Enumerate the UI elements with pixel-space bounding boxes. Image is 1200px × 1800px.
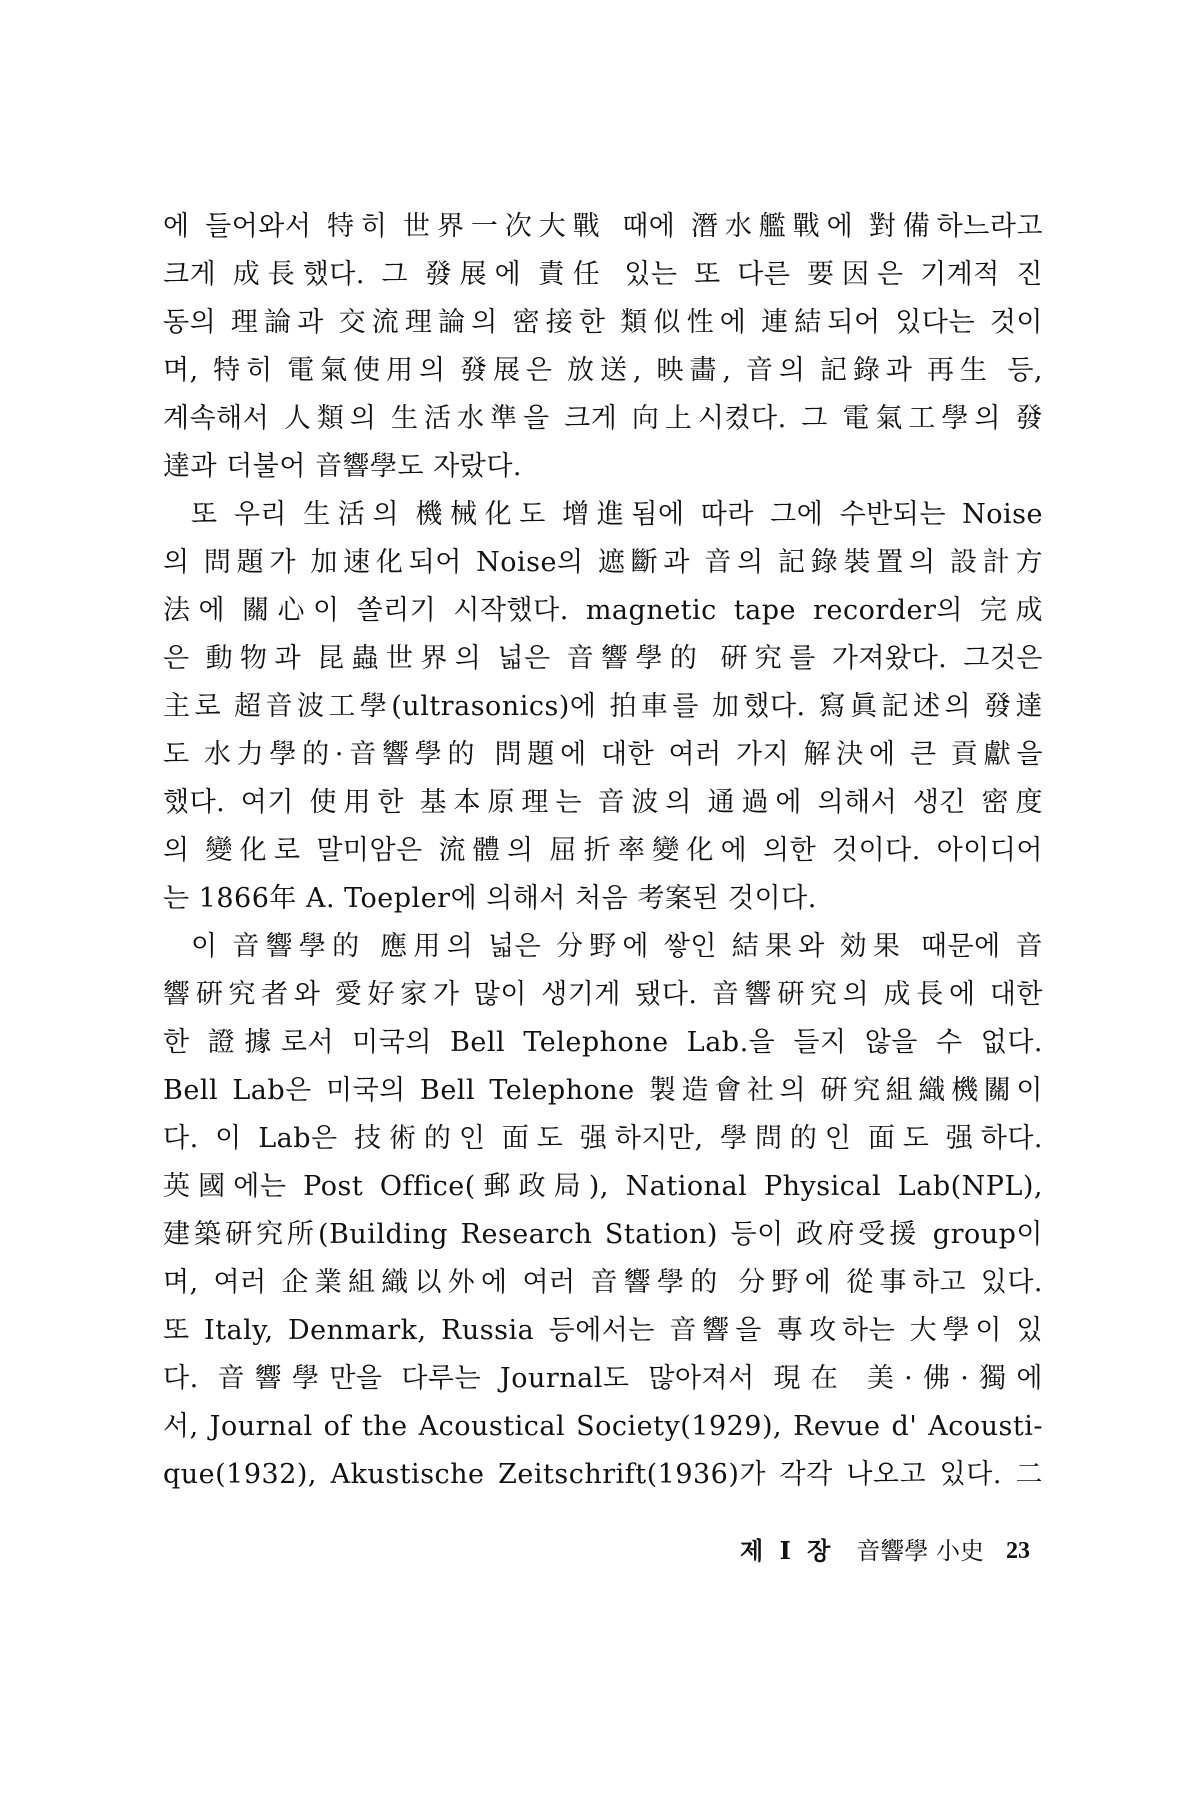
text-line: 의 變化로 말미암은 流體의 屈折率變化에 의한 것이다. 아이디어 xyxy=(163,835,1043,866)
text-line: 建築硏究所(Building Research Station) 등이 政府受援 group이 xyxy=(163,1219,1043,1250)
text-line: 다. 이 Lab은 技術的인 面도 强하지만, 學問的인 面도 强하다. xyxy=(163,1123,1043,1154)
text-line: 서, Journal of the Acoustical Society(1929), Revue d' Acousti- xyxy=(163,1411,1043,1442)
text-line: 도 水力學的·音響學的 問題에 대한 여러 가지 解決에 큰 貢獻을 xyxy=(163,739,1043,770)
text-line: 했다. 여기 使用한 基本原理는 音波의 通過에 의해서 생긴 密度 xyxy=(163,787,1043,818)
chapter-label: 제 I 장 xyxy=(740,1536,835,1565)
page-footer xyxy=(690,1531,1030,1571)
text-line: 며, 여러 企業組織以外에 여러 音響學的 分野에 從事하고 있다. xyxy=(163,1267,1043,1298)
text-line: 계속해서 人類의 生活水準을 크게 向上시켰다. 그 電氣工學의 發 xyxy=(163,403,1043,434)
text-line: 동의 理論과 交流理論의 密接한 類似性에 連結되어 있다는 것이 xyxy=(163,307,1043,338)
body-text xyxy=(163,203,1043,1499)
text-line: 達과 더불어 音響學도 자랐다. xyxy=(163,451,522,482)
text-line: 英國에는 Post Office(郵政局), National Physical Lab(NPL), xyxy=(163,1171,1043,1202)
text-line: 에 들어와서 特히 世界一次大戰 때에 潛水艦戰에 對備하느라고 xyxy=(163,211,1043,242)
running-title: 音響學 小史 xyxy=(856,1537,984,1565)
text-line: 法에 關心이 쏠리기 시작했다. magnetic tape recorder의 完成 xyxy=(163,595,1043,626)
text-line: 며, 特히 電氣使用의 發展은 放送, 映畵, 音의 記錄과 再生 등, xyxy=(163,355,1043,386)
text-line: 主로 超音波工學(ultrasonics)에 拍車를 加했다. 寫眞記述의 發達 xyxy=(163,691,1043,722)
text-line: 이 音響學的 應用의 넓은 分野에 쌓인 結果와 効果 때문에 音 xyxy=(191,931,1043,962)
text-line: 다. 音響學만을 다루는 Journal도 많아져서 現在 美·佛·獨에 xyxy=(163,1363,1043,1394)
text-line: 은 動物과 昆蟲世界의 넓은 音響學的 硏究를 가져왔다. 그것은 xyxy=(163,643,1043,674)
text-line: 는 1866年 A. Toepler에 의해서 처음 考案된 것이다. xyxy=(163,883,817,914)
text-line: 또 Italy, Denmark, Russia 등에서는 音響을 專攻하는 大學이 있 xyxy=(163,1315,1043,1346)
text-line: que(1932), Akustische Zeitschrift(1936)가 각각 나오고 있다. 二 xyxy=(163,1459,1043,1490)
page-number: 23 xyxy=(1006,1538,1030,1564)
text-line: 한 證據로서 미국의 Bell Telephone Lab.을 들지 않을 수 없다. xyxy=(163,1027,1043,1058)
text-line: 의 問題가 加速化되어 Noise의 遮斷과 音의 記錄裝置의 設計方 xyxy=(163,547,1043,578)
text-line: 響硏究者와 愛好家가 많이 생기게 됐다. 音響硏究의 成長에 대한 xyxy=(163,979,1043,1010)
text-line: 또 우리 生活의 機械化도 增進됨에 따라 그에 수반되는 Noise xyxy=(191,499,1043,530)
text-line: 크게 成長했다. 그 發展에 責任 있는 또 다른 要因은 기계적 진 xyxy=(163,259,1043,290)
text-line: Bell Lab은 미국의 Bell Telephone 製造會社의 硏究組織機關이 xyxy=(163,1075,1043,1106)
